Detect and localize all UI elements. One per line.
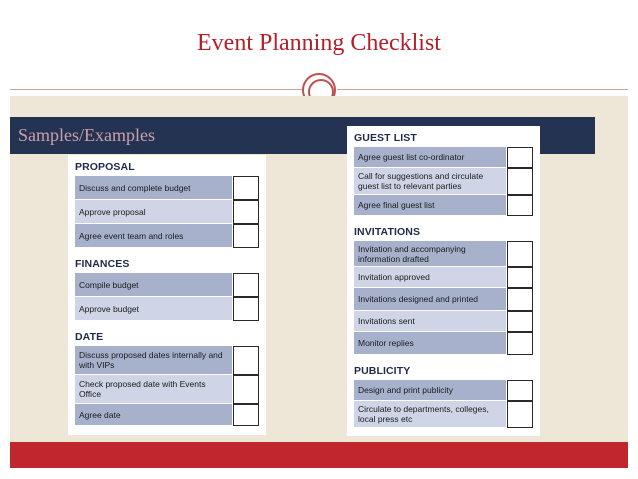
checkbox[interactable] <box>507 168 533 195</box>
row-label: Compile budget <box>75 273 232 297</box>
checkbox[interactable] <box>507 311 533 332</box>
title-divider-left <box>10 89 303 90</box>
checkbox[interactable] <box>507 267 533 288</box>
row-label: Design and print publicity <box>354 380 506 401</box>
row-label: Invitation approved <box>354 267 506 288</box>
checkbox[interactable] <box>507 332 533 355</box>
checklist-row <box>354 288 533 311</box>
checklist-row <box>354 147 533 168</box>
section-heading: INVITATIONS <box>354 226 421 238</box>
checkbox[interactable] <box>233 297 259 321</box>
row-label: Agree date <box>75 404 232 426</box>
checklist-row <box>75 297 259 321</box>
section-guest-list <box>354 132 533 216</box>
checklist-card-left <box>68 155 266 435</box>
checklist-row <box>354 332 533 355</box>
checklist-row <box>354 168 533 195</box>
section-publicity <box>354 365 533 428</box>
checklist-row <box>75 346 259 375</box>
checkbox[interactable] <box>233 375 259 404</box>
row-label: Call for suggestions and circulate guest list to relevant parties <box>354 168 506 195</box>
row-label: Circulate to departments, colleges, local press etc <box>354 401 506 428</box>
footer-bar <box>10 442 628 468</box>
row-label: Discuss and complete budget <box>75 176 232 200</box>
checklist-row <box>354 241 533 267</box>
checklist-row <box>354 311 533 332</box>
subtitle-label: Samples/Examples <box>18 125 155 145</box>
checkbox[interactable] <box>507 288 533 311</box>
slide-title: Event Planning Checklist <box>197 30 441 56</box>
section-heading: GUEST LIST <box>354 132 417 144</box>
checklist-row <box>75 404 259 426</box>
checkbox[interactable] <box>233 224 259 248</box>
section-proposal <box>75 161 259 248</box>
row-label: Monitor replies <box>354 332 506 355</box>
checkbox[interactable] <box>507 241 533 267</box>
row-label: Discuss proposed dates internally and with VIPs <box>75 346 232 375</box>
section-finances <box>75 258 259 321</box>
section-heading: PROPOSAL <box>75 161 135 173</box>
checkbox[interactable] <box>507 147 533 168</box>
checkbox[interactable] <box>233 176 259 200</box>
section-invitations <box>354 226 533 355</box>
checkbox[interactable] <box>233 404 259 426</box>
checkbox[interactable] <box>507 380 533 401</box>
row-label: Approve budget <box>75 297 232 321</box>
row-label: Approve proposal <box>75 200 232 224</box>
checklist-row <box>75 176 259 200</box>
checkbox[interactable] <box>233 273 259 297</box>
row-label: Invitations designed and printed <box>354 288 506 311</box>
row-label: Invitation and accompanying information drafted <box>354 241 506 267</box>
checklist-row <box>354 401 533 428</box>
title-divider-right <box>337 89 628 90</box>
checklist-row <box>354 267 533 288</box>
section-heading: PUBLICITY <box>354 365 411 377</box>
checklist-row <box>75 200 259 224</box>
checklist-row <box>75 375 259 404</box>
checkbox[interactable] <box>507 401 533 428</box>
checklist-row <box>354 195 533 216</box>
section-heading: FINANCES <box>75 258 130 270</box>
checklist-card-right <box>347 126 540 436</box>
row-label: Agree event team and roles <box>75 224 232 248</box>
checklist-row <box>75 273 259 297</box>
checklist-row <box>354 380 533 401</box>
row-label: Agree final guest list <box>354 195 506 216</box>
section-date <box>75 331 259 426</box>
checkbox[interactable] <box>233 346 259 375</box>
row-label: Check proposed date with Events Office <box>75 375 232 404</box>
checklist-row <box>75 224 259 248</box>
row-label: Agree guest list co-ordinator <box>354 147 506 168</box>
section-heading: DATE <box>75 331 104 343</box>
row-label: Invitations sent <box>354 311 506 332</box>
checkbox[interactable] <box>507 195 533 216</box>
checkbox[interactable] <box>233 200 259 224</box>
